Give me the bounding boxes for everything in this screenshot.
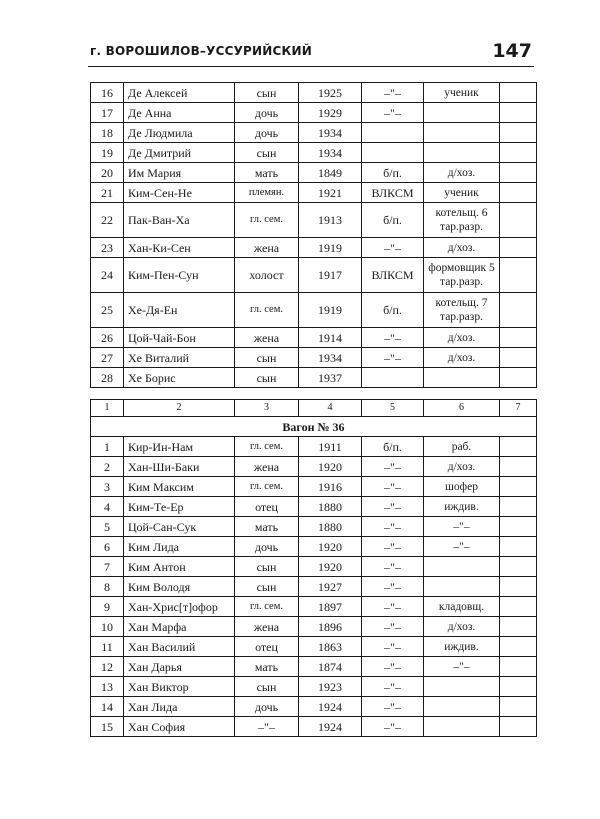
occupation: ученик (424, 183, 500, 203)
table-row (91, 657, 537, 677)
person-name: Де Анна (124, 103, 235, 123)
birth-year: 1914 (299, 328, 362, 348)
person-name: Хан Василий (124, 637, 235, 657)
notes (500, 677, 537, 697)
birth-year: 1919 (299, 293, 362, 328)
row-number: 20 (91, 163, 124, 183)
party-status: –"– (362, 83, 424, 103)
col-number: 1 (91, 400, 124, 417)
person-name: Ким Володя (124, 577, 235, 597)
birth-year: 1919 (299, 238, 362, 258)
party-status: –"– (362, 637, 424, 657)
notes (500, 348, 537, 368)
notes (500, 238, 537, 258)
table-row (91, 258, 537, 293)
birth-year: 1927 (299, 577, 362, 597)
birth-year: 1924 (299, 697, 362, 717)
person-name: Кир-Ин-Нам (124, 437, 235, 457)
notes (500, 203, 537, 238)
party-status: –"– (362, 457, 424, 477)
party-status: –"– (362, 497, 424, 517)
party-status: –"– (362, 717, 424, 737)
row-number: 22 (91, 203, 124, 238)
birth-year: 1917 (299, 258, 362, 293)
party-status: –"– (362, 328, 424, 348)
party-status: –"– (362, 238, 424, 258)
person-name: Ким Максим (124, 477, 235, 497)
occupation (424, 717, 500, 737)
notes (500, 717, 537, 737)
table-row (91, 143, 537, 163)
relation: жена (235, 238, 299, 258)
occupation (424, 123, 500, 143)
birth-year: 1897 (299, 597, 362, 617)
table-row (91, 537, 537, 557)
row-number: 21 (91, 183, 124, 203)
birth-year: 1934 (299, 143, 362, 163)
wagon-title-row (91, 417, 537, 437)
party-status: –"– (362, 477, 424, 497)
occupation (424, 103, 500, 123)
occupation (424, 143, 500, 163)
birth-year: 1934 (299, 348, 362, 368)
person-name: Хе Борис (124, 368, 235, 388)
notes (500, 457, 537, 477)
table-row (91, 183, 537, 203)
party-status: –"– (362, 557, 424, 577)
party-status: б/п. (362, 437, 424, 457)
table-row (91, 517, 537, 537)
occupation: д/хоз. (424, 163, 500, 183)
table-row (91, 617, 537, 637)
person-name: Хан Дарья (124, 657, 235, 677)
person-name: Де Дмитрий (124, 143, 235, 163)
person-name: Ким Лида (124, 537, 235, 557)
occupation: иждив. (424, 497, 500, 517)
row-number: 12 (91, 657, 124, 677)
table-row (91, 697, 537, 717)
birth-year: 1934 (299, 123, 362, 143)
birth-year: 1849 (299, 163, 362, 183)
col-number: 4 (299, 400, 362, 417)
relation: гл. сем. (235, 597, 299, 617)
relation: жена (235, 328, 299, 348)
occupation: иждив. (424, 637, 500, 657)
row-number: 18 (91, 123, 124, 143)
relation: сын (235, 83, 299, 103)
table-row (91, 368, 537, 388)
relation: дочь (235, 697, 299, 717)
person-name: Ким Антон (124, 557, 235, 577)
person-name: Хе Виталий (124, 348, 235, 368)
birth-year: 1920 (299, 557, 362, 577)
party-status: –"– (362, 103, 424, 123)
party-status: –"– (362, 597, 424, 617)
row-number: 17 (91, 103, 124, 123)
notes (500, 657, 537, 677)
row-number: 5 (91, 517, 124, 537)
table-row (91, 717, 537, 737)
occupation: д/хоз. (424, 457, 500, 477)
birth-year: 1916 (299, 477, 362, 497)
col-number: 6 (424, 400, 500, 417)
occupation (424, 557, 500, 577)
person-name: Хан Виктор (124, 677, 235, 697)
table-row (91, 457, 537, 477)
wagon-title: Вагон № 36 (91, 417, 537, 437)
person-name: Де Людмила (124, 123, 235, 143)
birth-year: 1863 (299, 637, 362, 657)
col-number: 3 (235, 400, 299, 417)
person-name: Цой-Чай-Бон (124, 328, 235, 348)
relation: мать (235, 517, 299, 537)
table-row (91, 557, 537, 577)
person-name: Хан-Ши-Баки (124, 457, 235, 477)
table-row (91, 163, 537, 183)
relation: отец (235, 497, 299, 517)
occupation: шофер (424, 477, 500, 497)
relation: сын (235, 677, 299, 697)
table-row (91, 497, 537, 517)
relation: племян. (235, 183, 299, 203)
notes (500, 328, 537, 348)
relation: дочь (235, 123, 299, 143)
relation: сын (235, 557, 299, 577)
row-number: 3 (91, 477, 124, 497)
table-row (91, 637, 537, 657)
party-status: б/п. (362, 203, 424, 238)
occupation: –"– (424, 657, 500, 677)
row-number: 24 (91, 258, 124, 293)
person-name: Цой-Сан-Сук (124, 517, 235, 537)
relation: гл. сем. (235, 477, 299, 497)
party-status: –"– (362, 657, 424, 677)
party-status (362, 143, 424, 163)
notes (500, 183, 537, 203)
table-row (91, 328, 537, 348)
person-name: Ким-Пен-Сун (124, 258, 235, 293)
party-status: –"– (362, 537, 424, 557)
row-number: 27 (91, 348, 124, 368)
notes (500, 617, 537, 637)
occupation: ученик (424, 83, 500, 103)
notes (500, 637, 537, 657)
occupation: кладовщ. (424, 597, 500, 617)
col-number: 5 (362, 400, 424, 417)
notes (500, 537, 537, 557)
occupation (424, 368, 500, 388)
relation: дочь (235, 103, 299, 123)
column-number-row (91, 400, 537, 417)
notes (500, 557, 537, 577)
occupation: д/хоз. (424, 238, 500, 258)
occupation: котельщ. 7 тар.разр. (424, 293, 500, 328)
header-rule (88, 66, 534, 67)
notes (500, 517, 537, 537)
person-name: Им Мария (124, 163, 235, 183)
table-row (91, 677, 537, 697)
notes (500, 437, 537, 457)
notes (500, 477, 537, 497)
relation: мать (235, 163, 299, 183)
party-status: –"– (362, 577, 424, 597)
table-row (91, 103, 537, 123)
party-status: б/п. (362, 163, 424, 183)
table-row (91, 597, 537, 617)
row-number: 2 (91, 457, 124, 477)
relation: –"– (235, 717, 299, 737)
notes (500, 258, 537, 293)
table-row (91, 577, 537, 597)
relation: гл. сем. (235, 437, 299, 457)
relation: дочь (235, 537, 299, 557)
notes (500, 83, 537, 103)
table-row (91, 203, 537, 238)
relation: мать (235, 657, 299, 677)
row-number: 7 (91, 557, 124, 577)
occupation: д/хоз. (424, 348, 500, 368)
occupation: формовщик 5 тар.разр. (424, 258, 500, 293)
party-status: –"– (362, 677, 424, 697)
relation: жена (235, 457, 299, 477)
birth-year: 1874 (299, 657, 362, 677)
person-name: Ким-Сен-Не (124, 183, 235, 203)
birth-year: 1929 (299, 103, 362, 123)
person-name: Ким-Те-Ер (124, 497, 235, 517)
birth-year: 1896 (299, 617, 362, 637)
relation: сын (235, 577, 299, 597)
table-row (91, 83, 537, 103)
relation: сын (235, 143, 299, 163)
col-number: 7 (500, 400, 537, 417)
birth-year: 1925 (299, 83, 362, 103)
occupation: котельщ. 6 тар.разр. (424, 203, 500, 238)
birth-year: 1911 (299, 437, 362, 457)
row-number: 8 (91, 577, 124, 597)
occupation: раб. (424, 437, 500, 457)
birth-year: 1920 (299, 537, 362, 557)
birth-year: 1921 (299, 183, 362, 203)
row-number: 9 (91, 597, 124, 617)
row-number: 11 (91, 637, 124, 657)
occupation: –"– (424, 537, 500, 557)
party-status: б/п. (362, 293, 424, 328)
party-status: –"– (362, 517, 424, 537)
table-row (91, 348, 537, 368)
row-number: 25 (91, 293, 124, 328)
row-number: 14 (91, 697, 124, 717)
deportee-table-continued (90, 82, 537, 388)
birth-year: 1924 (299, 717, 362, 737)
person-name: Пак-Ван-Ха (124, 203, 235, 238)
page-number: 147 (492, 40, 532, 62)
birth-year: 1937 (299, 368, 362, 388)
table-row (91, 437, 537, 457)
row-number: 6 (91, 537, 124, 557)
relation: отец (235, 637, 299, 657)
birth-year: 1920 (299, 457, 362, 477)
party-status: –"– (362, 348, 424, 368)
table-row (91, 293, 537, 328)
relation: гл. сем. (235, 293, 299, 328)
party-status (362, 368, 424, 388)
row-number: 19 (91, 143, 124, 163)
birth-year: 1880 (299, 497, 362, 517)
notes (500, 497, 537, 517)
occupation (424, 677, 500, 697)
party-status: ВЛКСМ (362, 258, 424, 293)
notes (500, 123, 537, 143)
relation: сын (235, 368, 299, 388)
occupation: д/хоз. (424, 328, 500, 348)
row-number: 15 (91, 717, 124, 737)
row-number: 26 (91, 328, 124, 348)
notes (500, 293, 537, 328)
relation: жена (235, 617, 299, 637)
occupation (424, 577, 500, 597)
occupation (424, 697, 500, 717)
party-status: –"– (362, 697, 424, 717)
relation: холост (235, 258, 299, 293)
notes (500, 597, 537, 617)
row-number: 1 (91, 437, 124, 457)
party-status: –"– (362, 617, 424, 637)
row-number: 23 (91, 238, 124, 258)
running-title: г. ВОРОШИЛОВ–УССУРИЙСКИЙ (90, 44, 313, 58)
occupation: д/хоз. (424, 617, 500, 637)
relation: сын (235, 348, 299, 368)
birth-year: 1923 (299, 677, 362, 697)
row-number: 4 (91, 497, 124, 517)
row-number: 10 (91, 617, 124, 637)
row-number: 16 (91, 83, 124, 103)
table-row (91, 238, 537, 258)
notes (500, 697, 537, 717)
person-name: Хан-Хрис[т]офор (124, 597, 235, 617)
person-name: Хе-Дя-Ен (124, 293, 235, 328)
birth-year: 1913 (299, 203, 362, 238)
party-status: ВЛКСМ (362, 183, 424, 203)
person-name: Хан Лида (124, 697, 235, 717)
notes (500, 103, 537, 123)
notes (500, 163, 537, 183)
person-name: Хан-Ки-Сен (124, 238, 235, 258)
notes (500, 368, 537, 388)
person-name: Де Алексей (124, 83, 235, 103)
col-number: 2 (124, 400, 235, 417)
table-row (91, 123, 537, 143)
row-number: 13 (91, 677, 124, 697)
notes (500, 577, 537, 597)
relation: гл. сем. (235, 203, 299, 238)
table-row (91, 477, 537, 497)
party-status (362, 123, 424, 143)
person-name: Хан Марфа (124, 617, 235, 637)
birth-year: 1880 (299, 517, 362, 537)
wagon-36-table (90, 399, 537, 737)
notes (500, 143, 537, 163)
row-number: 28 (91, 368, 124, 388)
person-name: Хан София (124, 717, 235, 737)
occupation: –"– (424, 517, 500, 537)
